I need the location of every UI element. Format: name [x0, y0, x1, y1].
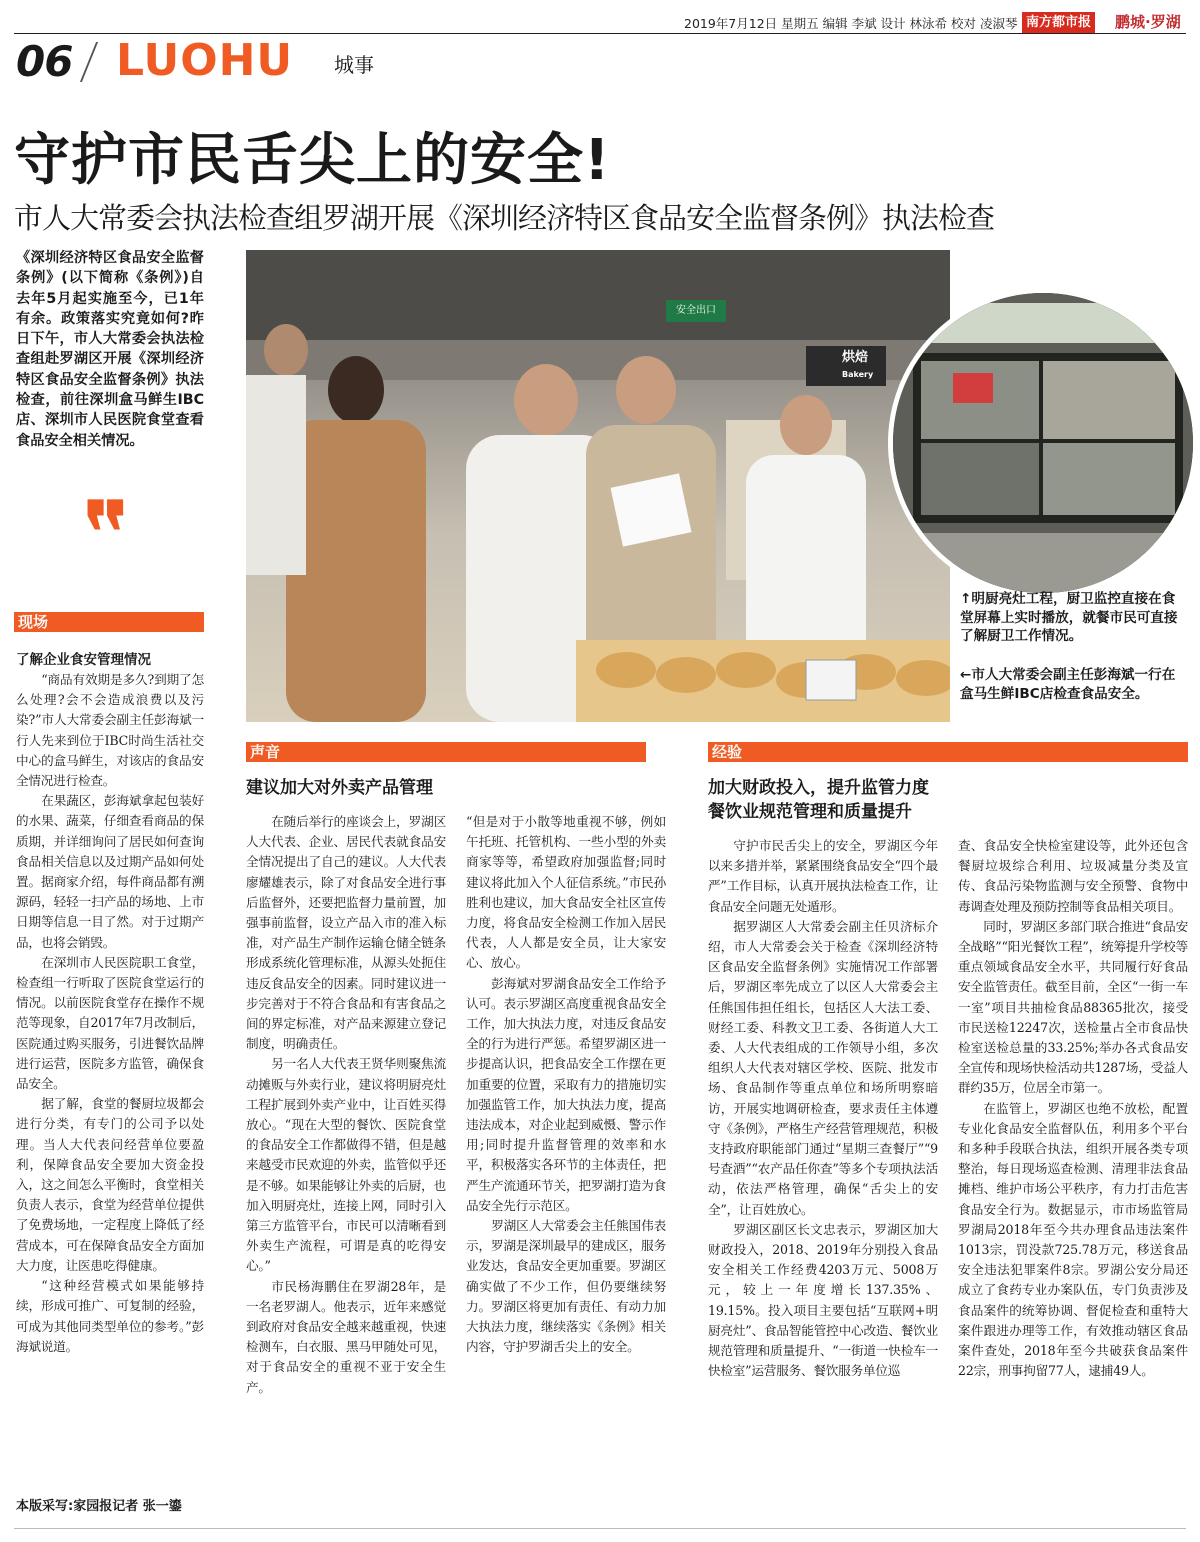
paragraph: 在随后举行的座谈会上，罗湖区人大代表、企业、居民代表就食品安全情况提出了自己的建议。人大代表廖耀雄表示，除了对食品安全进行事后监督外，还要把监督力量前置，加强事前监督，设立产品入市的准入标准，对产品生产制作运输仓储全链条形成系统化管理标准，从源头处扼住违反食品安全的因素。同时建议进一步完善对于不符合食品和有害食品之间的界定标准，对产品来源建立登记制度，明确责任。 — [246, 814, 446, 1052]
column-xianchang — [16, 670, 204, 1357]
bakery-sign-en: Bakery — [842, 370, 874, 379]
section-bar-xianchang — [14, 612, 204, 632]
paper-supplement: 鹏城·罗湖 — [1115, 13, 1181, 31]
page-number: 06 — [16, 37, 73, 86]
paragraph: 在深圳市人民医院职工食堂，检查组一行听取了医院食堂运行的情况。以前医院食堂存在操作不规范等现象，自2017年7月改制后，医院通过购买服务，引进餐饮品牌进行运营，医院多方监管，确保食品安全。 — [16, 954, 204, 1092]
subtitle-jingyan-2: 餐饮业规范管理和质量提升 — [708, 802, 912, 822]
lead-paragraph: 《深圳经济特区食品安全监督条例》(以下简称《条例》)自去年5月起实施至今，已1年有余。政策落实究竟如何?昨日下午，市人大常委会执法检查组赴罗湖区开展《深圳经济特区食品安全监督条例》执法检查，前往深圳盒马鲜生IBC店、深圳市人民医院食堂查看食品安全相关情况。 — [16, 250, 204, 449]
bakery-sign — [842, 350, 873, 383]
byline: 本版采写:家园报记者 张一鎏 — [16, 1499, 182, 1514]
column-shengyin-1 — [246, 812, 446, 1398]
paragraph: “这种经营模式如果能够持续，形成可推广、可复制的经验，可成为其他同类型单位的参考。”彭海斌说道。 — [16, 1278, 204, 1354]
section-label-xianchang: 现场 — [18, 613, 49, 631]
section-bar-jingyan — [708, 742, 1188, 762]
store-scene-illustration — [246, 250, 950, 722]
column-shengyin-2 — [466, 812, 666, 1357]
headline: 守护市民舌尖上的安全! — [14, 128, 611, 193]
main-caption: ←市人大常委会副主任彭海斌一行在盒马生鲜IBC店检查食品安全。 — [960, 667, 1176, 702]
paragraph: “但是对于小散等地重视不够，例如午托班、托管机构、一些小型的外卖商家等等，希望政府加强监督;同时建议将此加入个人征信系统。”市民孙胜利也建议，加大食品安全社区宣传力度，将食品安全检测工作加入居民代表，人人都是安全员，让大家安心、放心。 — [466, 814, 666, 971]
exit-sign: 安全出口 — [676, 305, 716, 316]
paragraph: 在监管上，罗湖区也绝不放松，配置专业化食品安全监督队伍，利用多个平台和多种手段联合执法，组织开展各类专项整治，每日现场巡查检测、清理非法食品摊档、维护市场公平秩序，有力打击危害食品安全行为。数据显示，市市场监管局罗湖局2018年至今共办理食品违法案件1013宗，罚没款725.78万元，移送食品安全违法犯罪案件8宗。罗湖公安分局还成立了食药专业办案队伍，专门负责涉及食品案件的统筹协调、督促检查和重特大案件跟进办理等工作，有效推动辖区食品案件查处，2018年至今共破获食品案件22宗，刑事拘留77人，逮捕49人。 — [958, 1100, 1188, 1379]
subtitle-jingyan-1: 加大财政投入，提升监管力度 — [708, 778, 929, 798]
column-jingyan-2 — [958, 836, 1188, 1381]
paragraph: 在果蔬区，彭海斌拿起包装好的水果、蔬菜，仔细查看商品的保质期，并详细询问了居民如何查询食品相关信息以及过期产品如何处置。据商家介绍，每件商品都有溯源码，轻轻一扫产品的场地、上市日期等信息一目了然。对于过期产品，也将会销毁。 — [16, 793, 204, 950]
date-line: 2019年7月12日 星期五 编辑 李斌 设计 林泳希 校对 凌淑琴 — [684, 16, 1018, 31]
column-jingyan-1 — [708, 836, 938, 1381]
paragraph: 另一名人大代表王贤华则聚焦流动摊贩与外卖行业，建议将明厨亮灶工程扩展到外卖产业中，让百姓买得放心。“现在大型的餐饮、医院食堂的食品安全工作都做得不错，但是越来越受市民欢迎的外卖，监管似乎还是不够。如果能够让外卖的后厨，也加入明厨亮灶，连接上网，同时引入第三方监管平台，市民可以清晰看到外卖生产流程，可谓是真的吃得安心。” — [246, 1056, 446, 1274]
main-photo — [246, 250, 950, 722]
paragraph: 市民杨海鹏住在罗湖28年，是一名老罗湖人。他表示，近年来感觉到政府对食品安全越来越重视，快速检测车，白衣服、黑马甲随处可见，对于食品安全的重视不亚于安全生产。 — [246, 1278, 446, 1395]
section-bar-shengyin — [246, 742, 646, 762]
section-label-jingyan: 经验 — [712, 743, 743, 761]
section-label-shengyin: 声音 — [250, 743, 281, 761]
kitchen-monitor-illustration — [893, 293, 1193, 593]
paragraph: 据了解，食堂的餐厨垃圾都会进行分类，有专门的公司予以处理。当人大代表问经营单位要盈利，保障食品安全要加大资金投入，这之间怎么平衡时，食堂相关负责人表示，食堂为经营单位提供了免费场地，一定程度上降低了经营成本，可在保障食品安全方面加大力度，让医患吃得健康。 — [16, 1096, 204, 1273]
inset-caption: ↑明厨亮灶工程，厨卫监控直接在食堂屏幕上实时播放，就餐市民可直接了解厨卫工作情况。 — [960, 591, 1178, 644]
footer-rule — [14, 1528, 1186, 1529]
section-title-cn: 城事 — [334, 53, 374, 77]
paragraph: 据罗湖区人大常委会副主任贝济标介绍，市人大常委会关于检查《深圳经济特区食品安全监督条例》实施情况工作部署后，罗湖区率先成立了以区人大常委会主任熊国伟担任组长，包括区人大法工委、财经工委、科教文卫工委、各街道人大工委、人大代表组成的工作领导小组，多次组织人大代表对辖区学校、医院、批发市场、食品制作等重点单位和场所明察暗访，开展实地调研检查，要求责任主体遵守《条例》，严格生产经营管理规范，积极支持政府职能部门通过“星期三查餐厅”“9号查酒”“农产品任你查”等多个专项执法活动，依法严格管理，确保“舌尖上的安全”，让百姓放心。 — [708, 918, 938, 1217]
bakery-sign-cn: 烘焙 — [842, 350, 869, 365]
subtitle-shengyin: 建议加大对外卖产品管理 — [246, 778, 433, 798]
inset-photo — [888, 288, 1198, 598]
header-rule — [14, 33, 1186, 34]
subtitle-xianchang: 了解企业食安管理情况 — [16, 652, 151, 668]
paragraph: 守护市民舌尖上的安全，罗湖区今年以来多措并举，紧紧围绕食品安全“四个最严”工作目标，认真开展执法检查工作，让食品安全问题无处遁形。 — [708, 838, 938, 914]
subheadline: 市人大常委会执法检查组罗湖开展《深圳经济特区食品安全监督条例》执法检查 — [14, 201, 995, 235]
section-title: LUOHU — [116, 35, 294, 86]
paragraph: 罗湖区副区长文忠表示，罗湖区加大财政投入，2018、2019年分别投入食品安全相关工作经费4203万元、5008万元，较上一年度增长137.35%、19.15%。投入项目主要包括“互联网+明厨亮灶”、食品智能管控中心改造、餐饮业规范管理和质量提升、“一街道一快检车一快检室”运营服务、餐饮服务单位巡 — [708, 1221, 938, 1379]
paper-name: 南方都市报 — [1026, 15, 1092, 30]
quote-mark-icon: ❞ — [80, 482, 129, 587]
paragraph: 同时，罗湖区多部门联合推进“食品安全战略”“阳光餐饮工程”，统筹提升学校等重点领域食品安全水平，共同履行好食品安全监管责任。截至目前，全区“一街一车一室”项目共抽检食品88365批次，接受市民送检12247次，送检量占全市食品快检室送检总量的33.25%;举办各式食品安全宣传和现场快检活动共1287场，受益人群约35万，位居全市第一。 — [958, 918, 1188, 1096]
page-slash — [80, 42, 98, 82]
paragraph: 彭海斌对罗湖食品安全工作给予认可。表示罗湖区高度重视食品安全工作，加大执法力度，对违反食品安全的行为进行严惩。希望罗湖区进一步提高认识，把食品安全工作摆在更加重要的位置，采取有力的措施切实加强监管工作，加大执法力度，提高违法成本，对企业起到威慑、警示作用;同时提升监督管理的效率和水平，积极落实各环节的主体责任，把严生产流通环节关，把罗湖打造为食品安全先行示范区。 — [466, 975, 666, 1213]
paragraph: “商品有效期是多久?到期了怎么处理?会不会造成浪费以及污染?”市人大常委会副主任彭海斌一行人先来到位于IBC时尚生活社交中心的盒马鲜生，对该店的食品安全情况进行检查。 — [16, 672, 204, 789]
paragraph: 查、食品安全快检室建设等，此外还包含餐厨垃圾综合利用、垃圾减量分类及宣传、食品污染物监测与安全预警、食物中毒调查处理及预防控制等食品相关项目。 — [958, 838, 1188, 914]
paper-logo — [1022, 12, 1095, 33]
paragraph: 罗湖区人大常委会主任熊国伟表示，罗湖是深圳最早的建成区，服务业发达，食品安全更加重要。罗湖区确实做了不少工作，但仍要继续努力。罗湖区将更加有责任、有动力加大执法力度，继续落实《条例》相关内容，守护罗湖舌尖上的安全。 — [466, 1218, 666, 1355]
